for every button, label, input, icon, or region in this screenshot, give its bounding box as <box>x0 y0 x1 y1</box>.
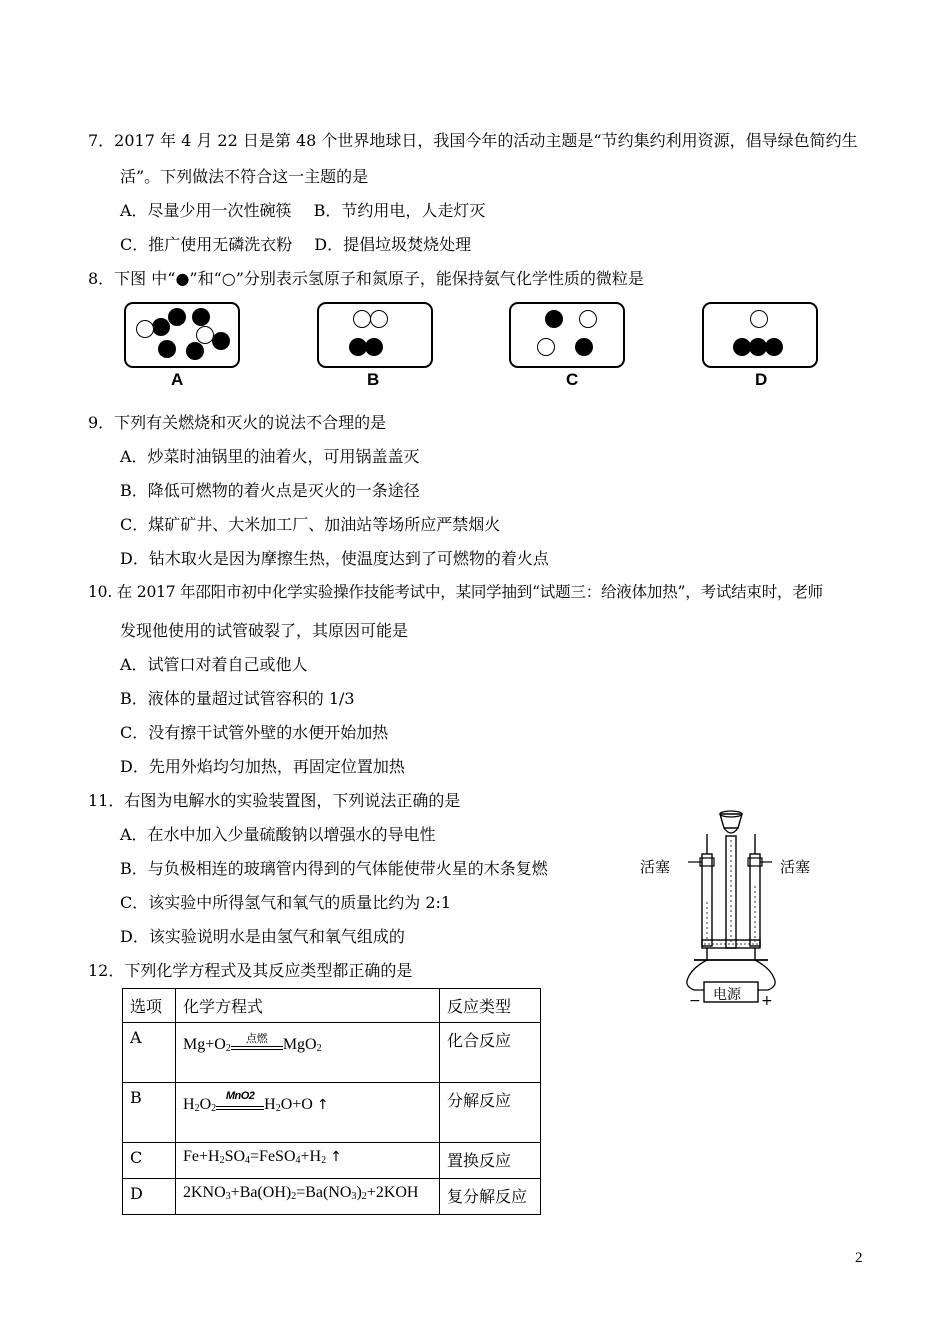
hydrogen-atom <box>158 340 176 358</box>
hydrogen-atom <box>212 332 230 350</box>
nitrogen-atom <box>136 320 154 338</box>
page-number: 2 <box>855 1250 863 1266</box>
q12-stem: 12．下列化学方程式及其反应类型都正确的是 <box>88 961 413 980</box>
q7-option-d: D．提倡垃圾焚烧处理 <box>314 235 472 254</box>
q11-option-c: C．该实验中所得氢气和氧气的质量比约为 2:1 <box>120 893 452 912</box>
electrolysis-apparatus-drawing <box>632 806 828 1011</box>
stopcock-label-right: 活塞 <box>780 858 811 876</box>
row-equation: $Mg+O_2$ 点燃 MgO$_2$ <box>176 1023 440 1083</box>
row-option: C <box>123 1143 176 1179</box>
hydrogen-atom <box>152 318 170 336</box>
q11-option-b: B．与负极相连的玻璃管内得到的气体能使带火星的木条复燃 <box>120 859 548 878</box>
hydrogen-atom <box>186 342 204 360</box>
table-row <box>123 1179 541 1215</box>
positive-terminal: + <box>761 993 773 1009</box>
q11-option-a: A．在水中加入少量硫酸钠以增强水的导电性 <box>120 825 436 844</box>
condition-ignite: 点燃 <box>231 1037 283 1053</box>
row-equation: $2KNO_3+Ba(OH)_2=Ba(NO_3)_2+2KOH$ <box>176 1179 440 1215</box>
row-equation: $Fe+H_2SO_4=FeSO_4+H_2$ ↑ <box>176 1143 440 1179</box>
hydrogen-atom <box>168 308 186 326</box>
condition-catalyst: MnO2 <box>216 1097 264 1113</box>
q10-stem-line1: 10. 在 2017 年邵阳市初中化学实验操作技能考试中，某同学抽到“试题三：给液体加热”，考试结束时，老师 <box>88 583 823 601</box>
hydrogen-atom <box>575 338 593 356</box>
nitrogen-atom <box>537 338 555 356</box>
row-option: B <box>123 1083 176 1143</box>
q9-option-a: A．炒菜时油锅里的油着火，可用锅盖盖灭 <box>120 447 420 466</box>
q9-stem: 9．下列有关燃烧和灭火的说法不合理的是 <box>88 413 387 432</box>
power-source-label: 电源 <box>713 987 741 1003</box>
header-equation: 化学方程式 <box>176 989 440 1023</box>
row-option: D <box>123 1179 176 1215</box>
row-equation: $H_2O_2$ MnO2 $H_2O+O$ ↑ <box>176 1083 440 1143</box>
q8-stem: 8．下图 中“●”和“○”分别表示氢原子和氮原子，能保持氨气化学性质的微粒是 <box>88 269 644 288</box>
q7-option-row1 <box>120 198 485 221</box>
q7-option-b: B．节约用电，人走灯灭 <box>313 201 486 220</box>
negative-terminal: − <box>689 993 701 1009</box>
molecule-label-c: C <box>566 370 579 389</box>
table-row <box>123 1143 541 1179</box>
nitrogen-atom <box>579 310 597 328</box>
hydrogen-atom <box>545 310 563 328</box>
header-reaction-type: 反应类型 <box>440 989 541 1023</box>
q10-option-c: C．没有擦干试管外壁的水便开始加热 <box>120 723 389 742</box>
q7-option-c: C．推广使用无磷洗衣粉 <box>120 235 293 254</box>
molecule-label-b: B <box>367 370 380 389</box>
gas-arrow-icon: ↑ <box>316 1097 329 1113</box>
header-option: 选项 <box>123 989 176 1023</box>
table-header-row <box>123 989 541 1023</box>
hydrogen-atom <box>365 338 383 356</box>
molecule-label-d: D <box>755 370 768 389</box>
nitrogen-atom <box>750 310 768 328</box>
q11-stem: 11．右图为电解水的实验装置图，下列说法正确的是 <box>88 791 461 810</box>
q9-option-b: B．降低可燃物的着火点是灭火的一条途径 <box>120 481 420 500</box>
q7-option-row2 <box>120 232 471 255</box>
row-option: A <box>123 1023 176 1083</box>
table-row <box>123 1023 541 1083</box>
gas-arrow-icon: ↑ <box>330 1149 342 1165</box>
molecule-box-c <box>509 302 625 368</box>
q9-option-d: D．钻木取火是因为摩擦生热，使温度达到了可燃物的着火点 <box>120 549 549 568</box>
hydrogen-atom <box>192 308 210 326</box>
nitrogen-atom <box>353 310 371 328</box>
q11-option-d: D．该实验说明水是由氢气和氧气组成的 <box>120 927 405 946</box>
hydrogen-atom <box>765 338 783 356</box>
row-reaction-type: 复分解反应 <box>440 1179 541 1215</box>
q7-stem-line1: 7．2017 年 4 月 22 日是第 48 个世界地球日，我国今年的活动主题是“节约集约利用资源，倡导绿色简约生 <box>88 131 858 150</box>
q7-stem-line2: 活”。下列做法不符合这一主题的是 <box>120 167 369 186</box>
molecule-box-a <box>124 302 240 368</box>
q7-option-a: A．尽量少用一次性碗筷 <box>120 201 292 220</box>
row-reaction-type: 分解反应 <box>440 1083 541 1143</box>
molecule-box-b <box>317 302 433 368</box>
q10-option-d: D．先用外焰均匀加热，再固定位置加热 <box>120 757 405 776</box>
q9-option-c: C．煤矿矿井、大米加工厂、加油站等场所应严禁烟火 <box>120 515 501 534</box>
q10-option-a: A．试管口对着自己或他人 <box>120 655 308 674</box>
nitrogen-atom <box>370 310 388 328</box>
q10-option-b: B．液体的量超过试管容积的 1/3 <box>120 689 355 708</box>
table-row <box>123 1083 541 1143</box>
molecule-label-a: A <box>171 370 184 389</box>
row-reaction-type: 置换反应 <box>440 1143 541 1179</box>
molecule-box-d <box>702 302 818 368</box>
equations-table <box>122 988 541 1215</box>
q10-stem-line2: 发现他使用的试管破裂了，其原因可能是 <box>120 621 409 640</box>
stopcock-label-left: 活塞 <box>640 858 671 876</box>
row-reaction-type: 化合反应 <box>440 1023 541 1083</box>
electrolysis-apparatus-figure <box>632 806 828 1011</box>
